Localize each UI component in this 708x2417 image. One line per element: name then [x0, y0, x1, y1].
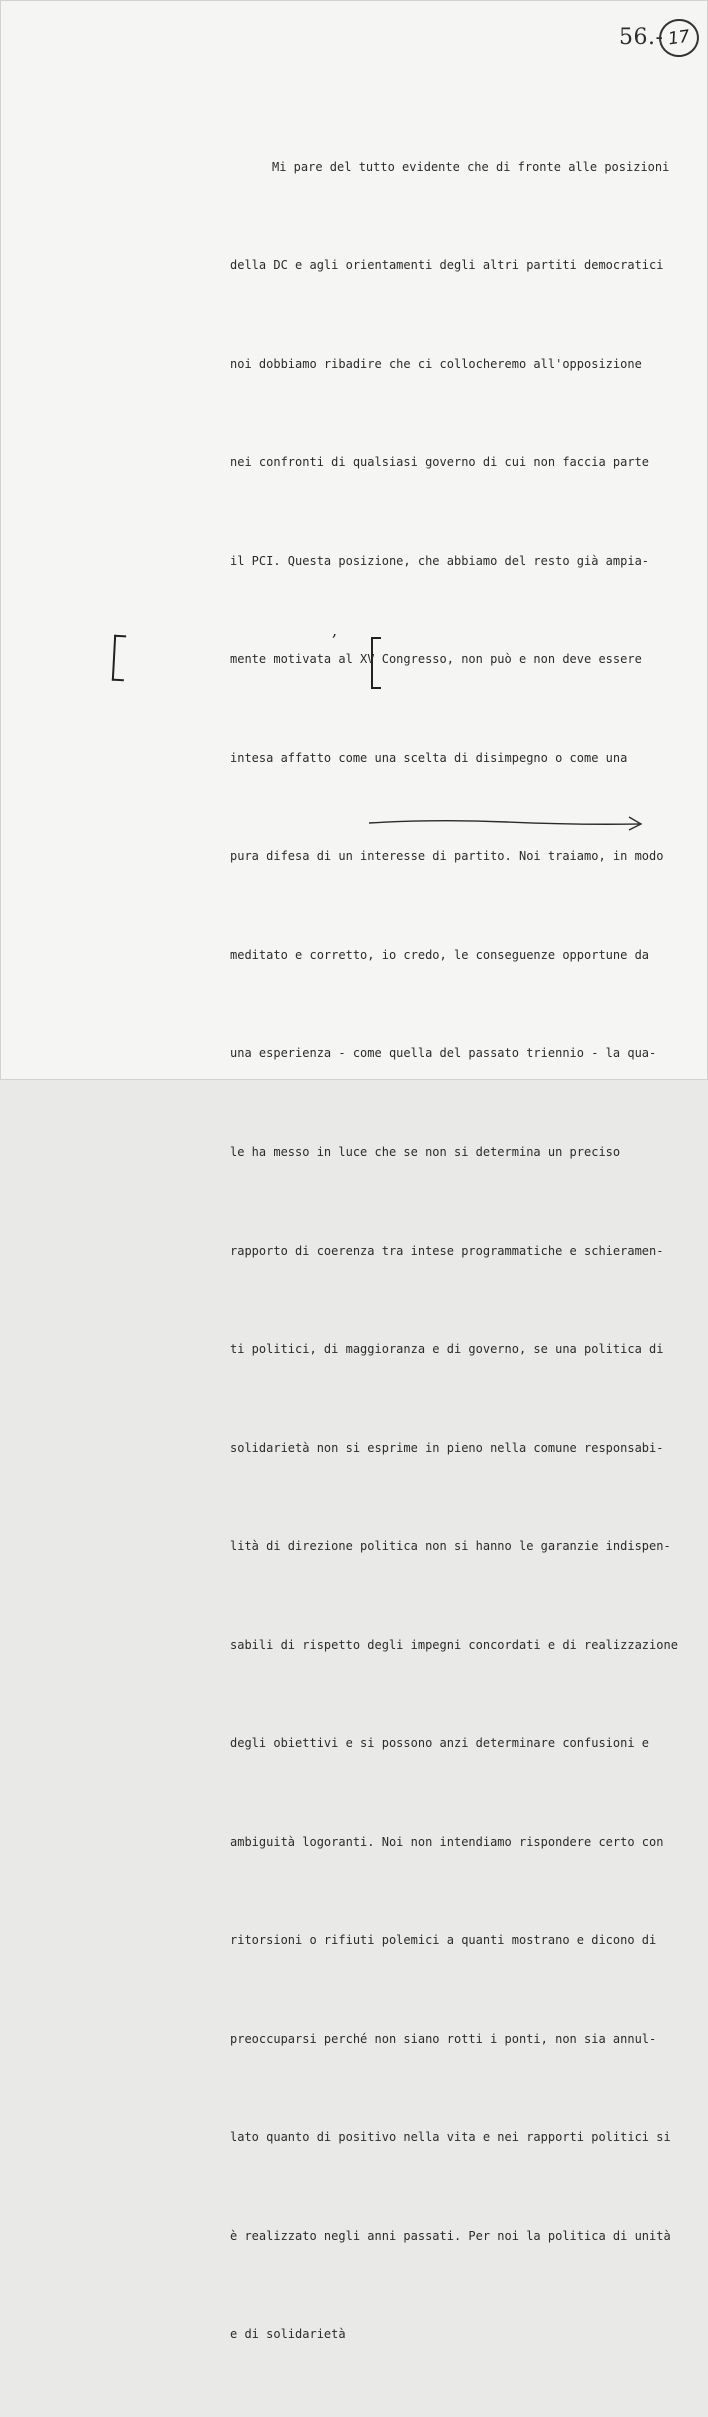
text-line: una esperienza - come quella del passato triennio - la qua-	[230, 1046, 657, 1061]
text-line: lità di direzione politica non si hanno le garanzie indispen-	[230, 1539, 671, 1554]
text-line: della DC e agli orientamenti degli altri partiti democratici	[230, 258, 664, 273]
text-line: lato quanto di positivo nella vita e nei rapporti politici si	[230, 2130, 671, 2145]
text-line: Mi pare del tutto evidente che di fronte alle posizioni	[272, 159, 670, 174]
text-line: ritorsioni o rifiuti polemici a quanti mostrano e dicono di	[230, 1933, 657, 1948]
text-line: noi dobbiamo ribadire che ci collocheremo all'opposizione	[230, 356, 642, 371]
text-line: intesa affatto come una scelta di disimpegno o come una	[230, 750, 628, 765]
text-line: pura difesa di un interesse di partito. Noi traiamo, in modo	[230, 849, 664, 864]
inline-bracket-mark	[371, 637, 381, 689]
text-line: preoccuparsi perché non siano rotti i ponti, non sia annul-	[230, 2031, 657, 2046]
text-line: degli obiettivi e si possono anzi determinare confusioni e	[230, 1736, 650, 1751]
text-line: ambiguità logoranti. Noi non intendiamo rispondere certo con	[230, 1834, 664, 1849]
text-line: ti politici, di maggioranza e di governo, se una politica di	[230, 1342, 664, 1357]
text-line: è realizzato negli anni passati. Per noi la politica di unità	[230, 2228, 671, 2243]
text-line: il PCI. Questa posizione, che abbiamo del resto già ampia-	[230, 553, 650, 568]
text-line: nei confronti di qualsiasi governo di cui non faccia parte	[230, 455, 650, 470]
text-line: le ha messo in luce che se non si determina un preciso	[230, 1145, 621, 1159]
text-line: rapporto di coerenza tra intese programmatiche e schieramen-	[230, 1243, 664, 1258]
text-line: meditato e corretto, io credo, le conseguenze opportune da	[230, 947, 650, 962]
margin-bracket-mark	[112, 635, 126, 682]
text-line: mente motivata al XV Congresso, non può e non deve essere	[230, 652, 642, 667]
folio-stamp-circled: 17	[657, 16, 702, 59]
typed-paragraph	[230, 85, 680, 2417]
text-line: sabili di rispetto degli impegni concordati e di realizzazione	[230, 1637, 678, 1652]
text-line: solidarietà non si esprime in pieno nella comune responsabi-	[230, 1440, 664, 1455]
page-number: 56.-	[619, 25, 664, 50]
text-line: e di solidarietà	[230, 2327, 346, 2342]
continuation-arrow-icon	[367, 813, 649, 833]
handwritten-comma-mark: ,	[332, 621, 338, 640]
